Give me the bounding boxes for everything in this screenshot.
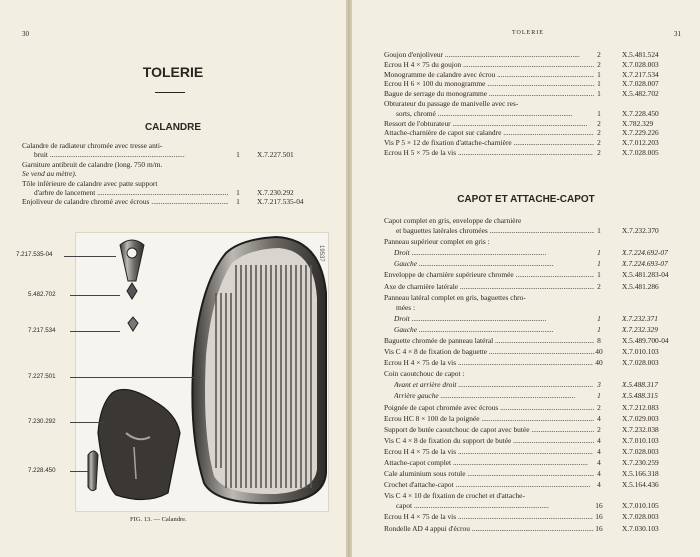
part-quantity: 2 [597, 148, 601, 157]
part-row [384, 512, 696, 521]
part-quantity: 4 [597, 458, 601, 467]
monogram-piece [127, 283, 137, 299]
part-quantity: 16 [595, 501, 603, 511]
part-description: Axe de charnière latérale ..... [384, 282, 594, 291]
part-description: Gauche ..... [394, 325, 594, 334]
part-reference: X.7.010.103 [622, 435, 659, 445]
part-row [34, 188, 322, 197]
part-description: Attache-capot complet ..... [384, 458, 594, 467]
part-reference: X.7.010.105 [622, 501, 659, 511]
part-row [384, 480, 696, 489]
part-description: Bague de serrage du monogramme ..... [384, 89, 594, 98]
part-reference: X.7.028.003 [622, 358, 659, 368]
part-quantity: 1 [597, 79, 601, 89]
page-number: 30 [22, 30, 29, 38]
part-quantity: 1 [597, 313, 601, 323]
part-description: Cale aluminium sous rotule ..... [384, 469, 594, 478]
part-row [394, 259, 696, 268]
part-reference: X.7.028.003 [622, 512, 659, 522]
part-quantity: 1 [597, 270, 601, 280]
part-quantity: 4 [597, 480, 601, 490]
part-quantity: 8 [597, 335, 601, 345]
part-row [394, 248, 696, 257]
right-page [352, 0, 700, 557]
part-quantity: 40 [595, 347, 603, 356]
part-reference: X.7.224.693-07 [622, 259, 668, 269]
figure-label-3: 7.217.534 [28, 327, 56, 334]
part-quantity: 40 [595, 358, 603, 368]
part-reference: X.7.230.259 [622, 458, 659, 467]
section-heading-calandre: CALANDRE [144, 122, 202, 133]
part-reference: X.7.232.329 [622, 324, 658, 334]
part-description: Ecrou HC 8 × 100 de la poignée ..... [384, 414, 594, 423]
lower-plate [98, 389, 180, 499]
calandre-illustration [76, 233, 328, 511]
part-quantity: 16 [595, 523, 603, 533]
enjoliveur-hole [127, 248, 137, 258]
part-row [384, 89, 696, 98]
leader-line [70, 377, 200, 378]
part-description-line: Calandre de radiateur chromée avec tresse anti- [22, 141, 163, 150]
part-reference: X.7.228.450 [622, 108, 659, 118]
part-row [384, 358, 696, 367]
leader-line [70, 422, 104, 423]
part-quantity: 16 [595, 512, 603, 522]
title-rule [155, 92, 185, 93]
part-row [384, 469, 696, 478]
part-reference: X.5.481.286 [622, 281, 659, 291]
figure-stamp: 19537 [318, 245, 324, 262]
running-head: TOLERIE [512, 30, 544, 36]
part-description-line: Vis C 4 × 10 de fixation de crochet et d'attache- [384, 491, 525, 501]
leader-line [64, 256, 116, 257]
part-row [384, 79, 696, 88]
part-row [384, 270, 696, 279]
part-row [384, 458, 696, 467]
part-description-line: Panneau supérieur complet en gris : [384, 237, 490, 247]
part-description: Droit ..... [394, 248, 594, 257]
part-description: Ecrou H 6 × 100 du monogramme ..... [384, 79, 594, 88]
page-title: TOLERIE [142, 64, 204, 80]
leader-line [70, 471, 88, 472]
part-reference: X.5.166.318 [622, 469, 659, 479]
part-description-line: Obturateur du passage de manivelle avec res- [384, 99, 519, 108]
part-description: sorts, chromé ..... [396, 109, 594, 118]
figure-label-2: 5.482.702 [28, 291, 56, 298]
part-reference: X.5.482.702 [622, 89, 659, 99]
part-row [384, 128, 696, 137]
part-row [384, 425, 696, 434]
part-description: Ecrou H 4 × 75 de la vis ..... [384, 447, 594, 456]
part-row [384, 347, 696, 356]
part-description: Ecrou H 4 × 75 de la vis ..... [384, 512, 594, 521]
figure-calandre [75, 232, 329, 512]
part-row [22, 197, 322, 206]
part-row [396, 109, 696, 118]
part-quantity: 2 [597, 59, 601, 69]
part-row [394, 380, 696, 389]
part-row [384, 70, 696, 79]
part-reference: X.7.030.103 [622, 523, 659, 533]
part-quantity: 1 [597, 89, 601, 99]
part-description-line: Garniture antibruit de calandre (long. 750 m/m. [22, 159, 163, 169]
part-quantity: 1 [597, 226, 601, 235]
figure-label-1: 7.217.535-04 [16, 251, 53, 258]
part-reference: X.7.029.003 [622, 413, 659, 423]
part-reference: X.7.028.007 [622, 79, 659, 89]
part-reference: X.5.488.315 [622, 391, 658, 401]
part-description: Ecrou H 4 × 75 de la vis ..... [384, 358, 594, 367]
part-description-line: Tôle inférieure de calandre avec patte support [22, 178, 158, 188]
part-description: Monogramme de calandre avec écrou ..... [384, 70, 594, 79]
part-quantity: 4 [597, 469, 601, 479]
part-description: Ressort de l'obturateur ..... [384, 119, 594, 128]
part-quantity: 1 [236, 150, 240, 160]
part-quantity: 1 [236, 188, 240, 197]
part-description: Ecrou H 4 × 75 du goujon ..... [384, 60, 594, 69]
part-reference: X.7.229.226 [622, 128, 659, 138]
part-row [396, 501, 696, 510]
part-quantity: 2 [597, 50, 601, 59]
part-row [384, 60, 696, 69]
part-description: Poignée de capot chromée avec écrous ..... [384, 403, 594, 412]
part-reference: X.7.028.003 [622, 59, 659, 69]
part-row [384, 414, 696, 423]
part-row [384, 282, 696, 291]
figure-label-6: 7.228.450 [28, 467, 56, 474]
part-reference: X.7.227.501 [257, 150, 294, 160]
part-row [384, 524, 696, 533]
part-row [34, 150, 322, 159]
part-description-line: Coin caoutchouc de capot : [384, 369, 465, 379]
part-quantity: 1 [597, 69, 601, 79]
part-reference: X.5.488.317 [622, 380, 658, 390]
part-row [394, 314, 696, 323]
obturateur-piece [88, 451, 98, 491]
part-quantity: 2 [597, 128, 601, 138]
part-description-line: Capot complet en gris, enveloppe de charnière [384, 216, 522, 225]
monogram-badge [128, 317, 138, 331]
part-row [384, 148, 696, 157]
part-row [394, 325, 696, 334]
part-reference: X.5.164.436 [622, 480, 659, 490]
part-description: Droit ..... [394, 314, 594, 323]
part-reference: X.7.012.203 [622, 138, 659, 148]
part-description: Enjoliveur de calandre chromé avec écrous ..... [22, 197, 228, 206]
part-row [384, 336, 696, 345]
part-description: Goujon d'enjoliveur ..... [384, 50, 594, 59]
part-quantity: 3 [597, 380, 601, 390]
leader-line [70, 295, 120, 296]
part-reference: X.7.217.535-04 [257, 197, 304, 207]
part-description: Avant et arrière droit ..... [394, 380, 594, 389]
part-description: et baguettes latérales chromées ..... [396, 226, 594, 235]
part-description: d'arbre de lancement ..... [34, 188, 228, 197]
part-description: Vis C 4 × 8 de fixation du support de butée ..... [384, 436, 594, 445]
left-page [0, 0, 346, 557]
part-reference: X.7.212.083 [622, 402, 659, 412]
part-description: Support de butée caoutchouc de capot avec butée ..... [384, 425, 594, 434]
part-row [384, 436, 696, 445]
part-description: Enveloppe de charnière supérieure chromée ..... [384, 270, 594, 279]
part-description: Vis C 4 × 8 de fixation de baguette ..... [384, 347, 594, 356]
part-row [394, 391, 696, 400]
part-reference: X.7.217.534 [622, 69, 659, 79]
part-row [384, 50, 696, 59]
part-description: Gauche ..... [394, 259, 594, 268]
figure-caption: FIG. 13. — Calandre. [130, 516, 187, 523]
part-quantity: 1 [597, 259, 601, 269]
part-reference: X.5.481.283-04 [622, 270, 669, 280]
part-reference: X.7.230.292 [257, 188, 294, 197]
part-reference: X.7.028.003 [622, 446, 659, 456]
figure-label-5: 7.230.292 [28, 418, 56, 425]
part-quantity: 4 [597, 413, 601, 423]
part-quantity: 1 [597, 391, 601, 401]
part-quantity: 2 [597, 424, 601, 434]
part-row [384, 447, 696, 456]
part-row [384, 138, 696, 147]
part-reference: X.7.010.103 [622, 347, 659, 356]
part-reference: X.7.232.370 [622, 226, 659, 235]
part-reference: X.7.028.005 [622, 148, 659, 157]
figure-label-4: 7.227.501 [28, 373, 56, 380]
part-reference: X.7.232.038 [622, 424, 659, 434]
part-description: bruit ..... [34, 150, 228, 159]
part-quantity: 2 [597, 402, 601, 412]
part-quantity: 2 [597, 118, 601, 128]
part-reference: X.782.329 [622, 118, 654, 128]
part-description: Rondelle AD 4 appui d'écrou ..... [384, 524, 594, 533]
part-reference: X.5.489.700-04 [622, 335, 669, 345]
part-quantity: 1 [236, 197, 240, 207]
part-row [396, 226, 696, 235]
part-description: Arrière gauche ..... [394, 391, 594, 400]
part-description: Attache-charnière de capot sur calandre ..... [384, 128, 594, 137]
page-number: 31 [674, 30, 681, 38]
part-reference: X.7.232.371 [622, 313, 658, 323]
part-description-line: Se vend au mètre). [22, 169, 77, 179]
part-reference: X.7.224.692-07 [622, 248, 668, 258]
part-description: capot ..... [396, 501, 594, 510]
part-quantity: 2 [597, 138, 601, 148]
part-quantity: 2 [597, 281, 601, 291]
part-quantity: 4 [597, 446, 601, 456]
enjoliveur-piece [120, 240, 144, 281]
section-heading-capot: CAPOT ET ATTACHE-CAPOT [457, 194, 595, 205]
part-quantity: 1 [597, 324, 601, 334]
part-description: Vis P 5 × 12 de fixation d'attache-charnière ..... [384, 138, 594, 147]
part-row [384, 119, 696, 128]
part-reference: X.5.481.524 [622, 50, 659, 59]
part-description-line: Panneau latéral complet en gris, baguettes chro- [384, 292, 526, 302]
part-description: Baguette chromée de panneau latéral ..... [384, 336, 594, 345]
part-quantity: 1 [597, 108, 601, 118]
part-quantity: 4 [597, 435, 601, 445]
leader-line [70, 331, 120, 332]
part-row [384, 403, 696, 412]
part-quantity: 1 [597, 248, 601, 258]
part-description: Crochet d'attache-capot ..... [384, 480, 594, 489]
part-description: Ecrou H 5 × 75 de la vis ..... [384, 148, 594, 157]
part-description-line: mées : [396, 302, 416, 312]
